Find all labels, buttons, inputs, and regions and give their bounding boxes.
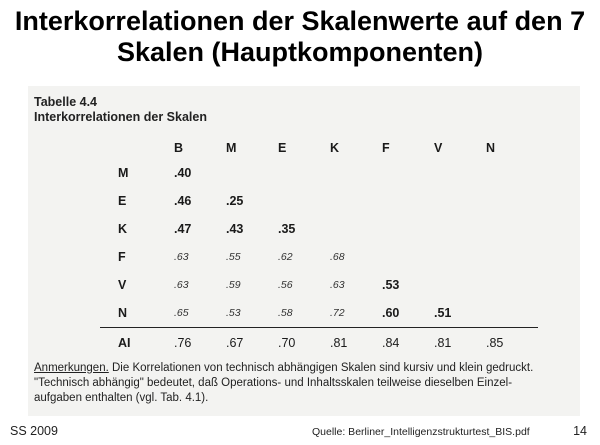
table-cell: .60: [382, 306, 400, 320]
row-label: N: [118, 306, 128, 320]
table-row: [100, 187, 538, 215]
slide-title-line2: Skalen (Hauptkomponenten): [116, 37, 484, 67]
table-cell: [486, 271, 538, 299]
table-cell: [382, 243, 434, 271]
table-cell: .35: [278, 222, 296, 236]
table-row: [100, 243, 538, 271]
slide-title: [10, 6, 590, 68]
row-label: E: [118, 194, 127, 208]
table-cell: .59: [226, 279, 241, 291]
table-cell: [434, 187, 486, 215]
slide-title-line1: Interkorrelationen der Skalenwerte auf den 7: [14, 6, 586, 36]
table-cell: .51: [434, 306, 452, 320]
table-cell: [486, 159, 538, 187]
ai-cell: .67: [226, 328, 278, 359]
table-cell: [434, 215, 486, 243]
page-number: 14: [573, 424, 587, 438]
table-row: [100, 159, 538, 187]
notes-line1: Die Korrelationen von technisch abhängigen Skalen sind kursiv und klein gedruckt.: [108, 362, 534, 374]
table-cell: [434, 243, 486, 271]
table-heading: Tabelle 4.4: [34, 95, 97, 109]
table-cell: .63: [174, 251, 189, 263]
ai-cell: .81: [434, 328, 486, 359]
table-cell: [382, 187, 434, 215]
column-header: V: [434, 141, 443, 155]
table-cell: .62: [278, 251, 293, 263]
table-cell: [382, 159, 434, 187]
correlation-table: [100, 141, 538, 358]
table-row: [100, 299, 538, 328]
table-body: [100, 159, 538, 358]
ai-cell: .81: [330, 328, 382, 359]
ai-row: [100, 328, 538, 359]
column-header: F: [382, 141, 390, 155]
table-cell: [382, 215, 434, 243]
table-header-row: [100, 141, 538, 159]
table-cell: [330, 215, 382, 243]
table-row: [100, 271, 538, 299]
table-cell: .68: [330, 251, 345, 263]
row-label: K: [118, 222, 128, 236]
table-cell: .55: [226, 251, 241, 263]
table-cell: .63: [174, 279, 189, 291]
table-cell: [486, 299, 538, 328]
table-cell: .25: [226, 194, 244, 208]
table-cell: [330, 187, 382, 215]
table-cell: .40: [174, 166, 192, 180]
table-cell: .47: [174, 222, 192, 236]
table-cell: [278, 187, 330, 215]
notes-line2: "Technisch abhängig" bedeutet, daß Operations- und Inhaltsskalen teilweise dieselben Einzel-: [34, 377, 513, 389]
column-header: B: [174, 141, 184, 155]
row-label: M: [118, 166, 129, 180]
column-header: E: [278, 141, 287, 155]
table-cell: .46: [174, 194, 192, 208]
row-label: AI: [100, 328, 174, 359]
table-cell: [226, 159, 278, 187]
notes-label: Anmerkungen.: [34, 362, 109, 374]
column-header: M: [226, 141, 237, 155]
table-cell: .53: [226, 307, 241, 319]
table-cell: .65: [174, 307, 189, 319]
footer-source: Quelle: Berliner_Intelligenzstrukturtest_BIS.pdf: [312, 426, 530, 438]
corner-cell: [100, 141, 174, 159]
table-subheading: Interkorrelationen der Skalen: [34, 110, 207, 124]
table-cell: .72: [330, 307, 345, 319]
row-label: V: [118, 278, 127, 292]
ai-cell: .70: [278, 328, 330, 359]
table-cell: [278, 159, 330, 187]
column-header: K: [330, 141, 340, 155]
table-cell: .63: [330, 279, 345, 291]
ai-cell: .85: [486, 328, 538, 359]
column-header: N: [486, 141, 496, 155]
table-row: [100, 215, 538, 243]
table-cell: [434, 159, 486, 187]
table-cell: [486, 187, 538, 215]
row-label: F: [118, 250, 126, 264]
notes-line3: aufgaben enthalten (vgl. Tab. 4.1).: [34, 392, 209, 404]
table-cell: [330, 159, 382, 187]
table-cell: [434, 271, 486, 299]
table-cell: .53: [382, 278, 400, 292]
ai-cell: .76: [174, 328, 226, 359]
footer-semester: SS 2009: [10, 424, 58, 438]
table-cell: [486, 215, 538, 243]
ai-cell: .84: [382, 328, 434, 359]
table-cell: .56: [278, 279, 293, 291]
table-cell: .43: [226, 222, 244, 236]
table-cell: [486, 243, 538, 271]
table-notes: [34, 361, 584, 406]
table-cell: .58: [278, 307, 293, 319]
